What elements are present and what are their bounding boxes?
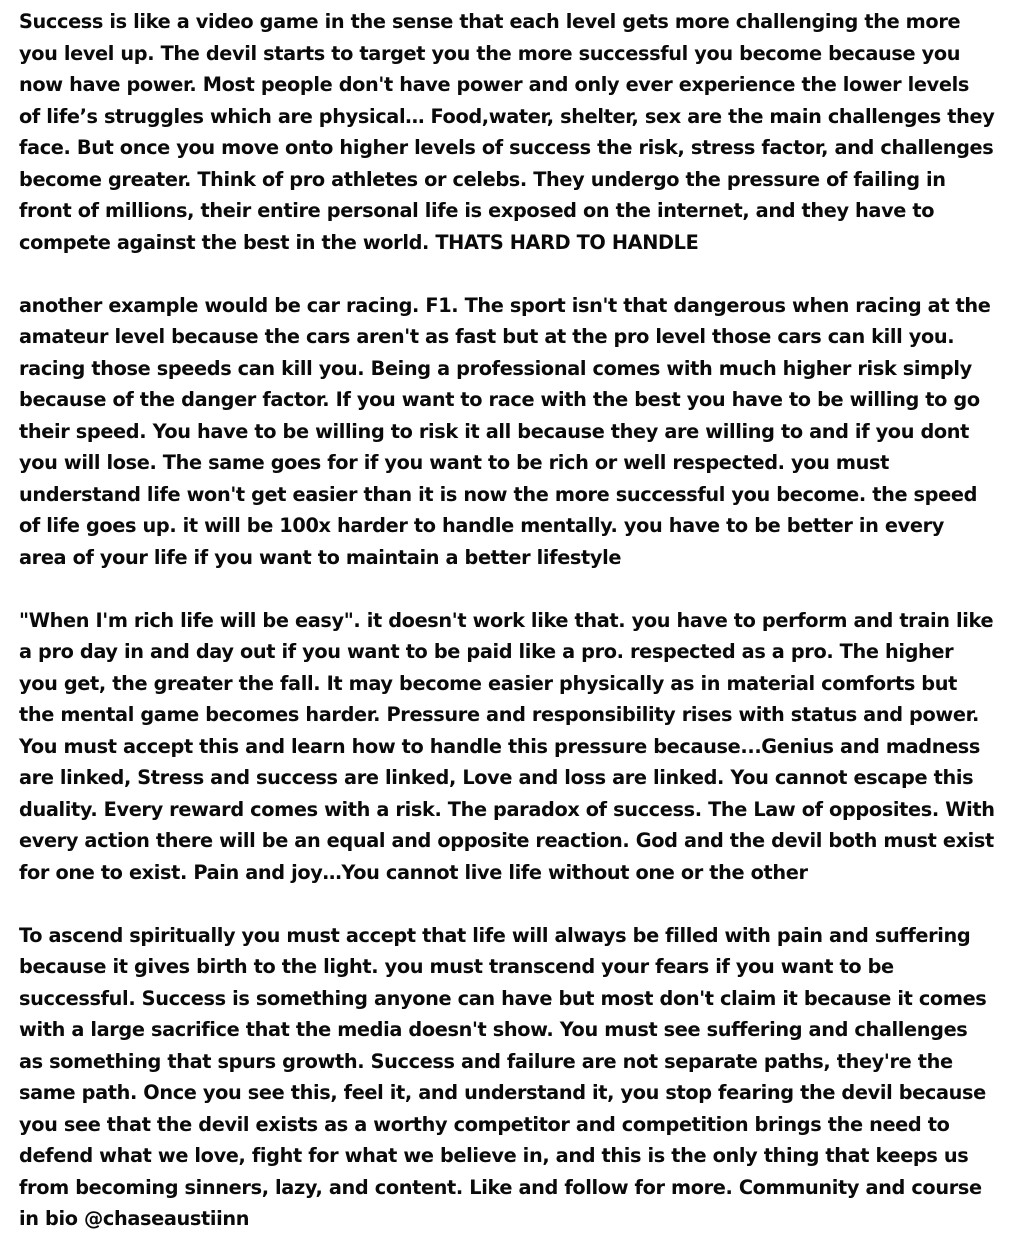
paragraph-car-racing: another example would be car racing. F1. The sport isn't that dangerous when racing at the amateur level because the cars aren't as fast but at the pro level those cars can kill you. racing those speeds can kill you. Being a professional comes with much higher risk simply because of the danger factor. If you want to race with the best you have to be willing to go their speed. You have to be willing to risk it all because they are willing to and if you dont you will lose. The same goes for if you want to be rich or well respected. you must understand life won't get easier than it is now the more successful you become. the speed of life goes up. it will be 100x harder to handle mentally. you have to be better in every area of your life if you want to maintain a better lifestyle (19, 293, 991, 569)
paragraph-video-game: Success is like a video game in the sense that each level gets more challenging the more you level up. The devil starts to target you the more successful you become because you now have power. Most people don't have power and only ever experience the lower levels of life’s struggles which are physical… Food,water, shelter, sex are the main challenges they face. But once you move onto higher levels of success the risk, stress factor, and challenges become greater. Think of pro athletes or celebs. They undergo the pressure of failing in front of millions, their entire personal life is exposed on the internet, and they have to compete against the best in the world. THATS HARD TO HANDLE (19, 10, 995, 254)
paragraph-spiritual-ascent: To ascend spiritually you must accept that life will always be filled with pain and suffering because it gives birth to the light. you must transcend your fears if you want to be successful. Success is something anyone can have but most don't claim it because it comes with a large sacrifice that the media doesn't show. You must see suffering and challenges as something that spurs growth. Success and failure are not separate paths, they're the same path. Once you see this, feel it, and understand it, you stop fearing the devil because you see that the devil exists as a worthy competitor and competition brings the need to defend what we love, fight for what we believe in, and this is the only thing that keeps us from becoming sinners, lazy, and content. Like and follow for more. Community and course in bio @chaseaustiinn (19, 923, 987, 1230)
document-body (19, 6, 995, 1235)
paragraph-rich-life: "When I'm rich life will be easy". it doesn't work like that. you have to perform and train like a pro day in and day out if you want to be paid like a pro. respected as a pro. The higher you get, the greater the fall. It may become easier physically as in material comforts but the mental game becomes harder. Pressure and responsibility rises with status and power. You must accept this and learn how to handle this pressure because...Genius and madness are linked, Stress and success are linked, Love and loss are linked. You cannot escape this duality. Every reward comes with a risk. The paradox of success. The Law of opposites. With every action there will be an equal and opposite reaction. God and the devil both must exist for one to exist. Pain and joy…You cannot live life without one or the other (19, 608, 995, 884)
